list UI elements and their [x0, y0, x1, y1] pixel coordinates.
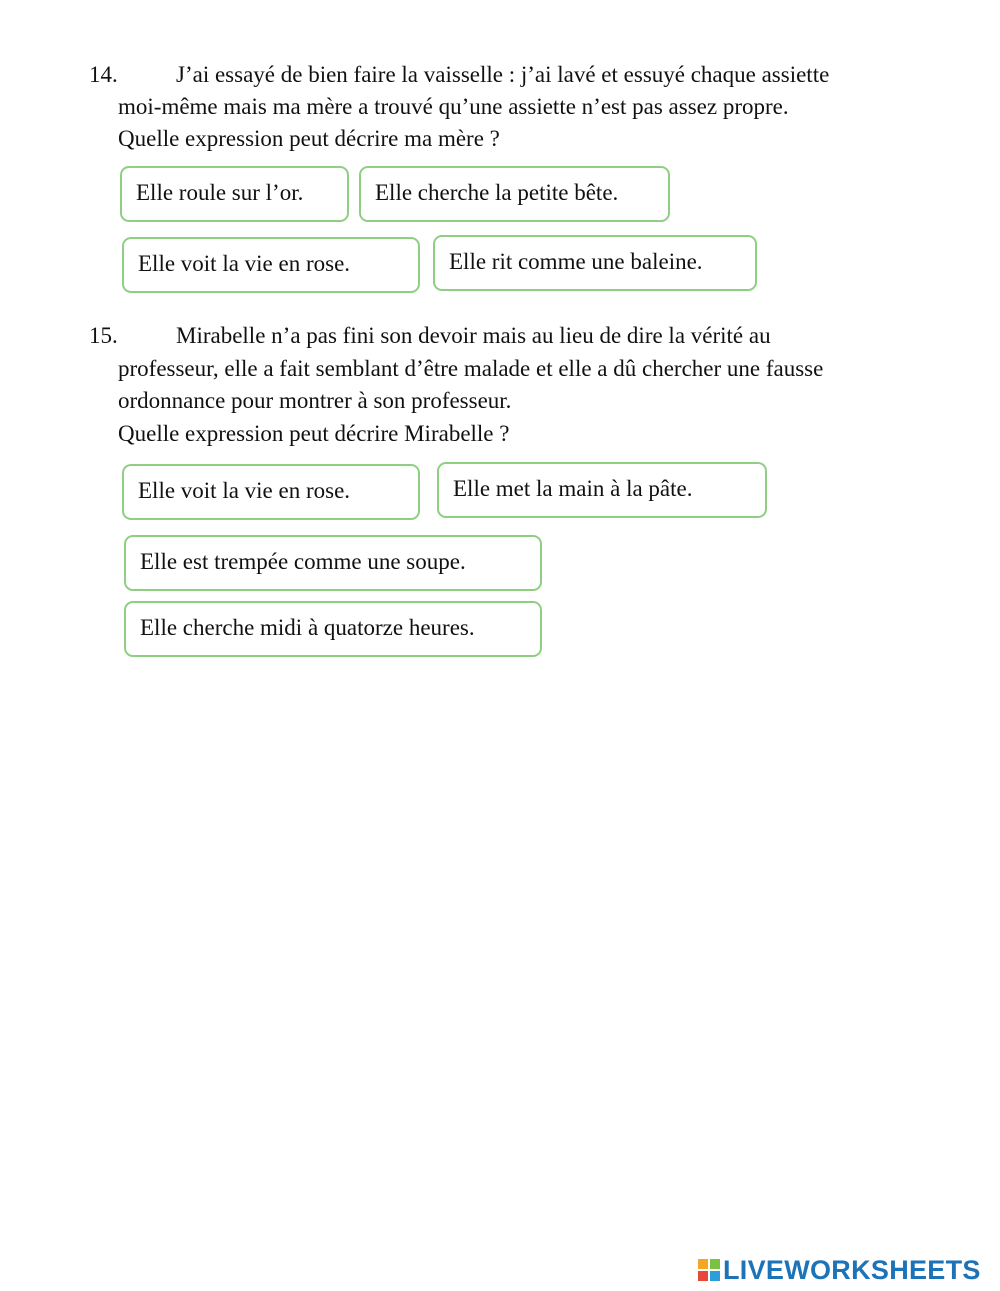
liveworksheets-watermark [698, 1254, 981, 1286]
question-number: 14. [89, 62, 118, 87]
question-text-line: ordonnance pour montrer à son professeur. [118, 388, 512, 413]
question-prompt: Quelle expression peut décrire ma mère ? [118, 126, 500, 151]
question-text-line: J’ai essayé de bien faire la vaisselle : j’ai lavé et essuyé chaque assiette [176, 62, 830, 87]
question-text-line: professeur, elle a fait semblant d’être malade et elle a dû chercher une fausse [118, 356, 824, 381]
question-text-line: moi-même mais ma mère a trouvé qu’une assiette n’est pas assez propre. [118, 94, 789, 119]
liveworksheets-logo-icon [698, 1259, 720, 1281]
liveworksheets-brand-text: LIVEWORKSHEETS [723, 1254, 981, 1285]
answer-choice-q14-4[interactable]: Elle rit comme une baleine. [433, 235, 757, 291]
question-number: 15. [89, 323, 118, 348]
answer-choice-q14-1[interactable]: Elle roule sur l’or. [120, 166, 349, 222]
answer-choice-q15-4[interactable]: Elle cherche midi à quatorze heures. [124, 601, 542, 657]
answer-choice-q15-3[interactable]: Elle est trempée comme une soupe. [124, 535, 542, 591]
answer-choice-q14-3[interactable]: Elle voit la vie en rose. [122, 237, 420, 293]
answer-choice-q15-1[interactable]: Elle voit la vie en rose. [122, 464, 420, 520]
question-prompt: Quelle expression peut décrire Mirabelle ? [118, 421, 510, 446]
answer-choice-q14-2[interactable]: Elle cherche la petite bête. [359, 166, 670, 222]
answer-choice-q15-2[interactable]: Elle met la main à la pâte. [437, 462, 767, 518]
question-text-line: Mirabelle n’a pas fini son devoir mais au lieu de dire la vérité au [176, 323, 771, 348]
